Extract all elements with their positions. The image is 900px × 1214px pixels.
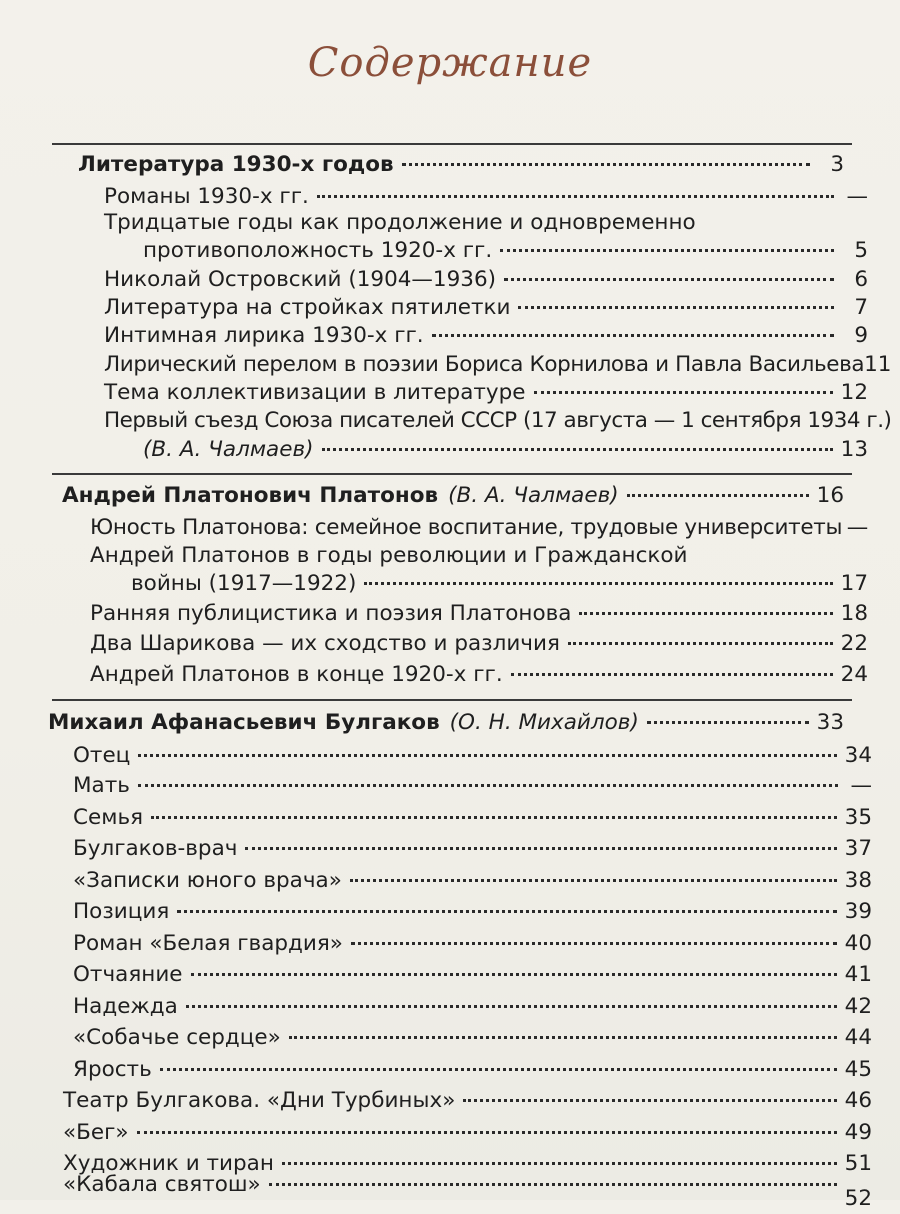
- section-divider: [52, 699, 852, 701]
- toc-entry: Литература на стройках пятилетки 7: [104, 295, 868, 320]
- toc-entry: Лирический перелом в поэзии Бориса Корнилова и Павла Васильева 11: [104, 352, 892, 377]
- toc-entry: Интимная лирика 1930-х гг. 9: [104, 323, 868, 348]
- toc-entry: Позиция 39: [73, 899, 872, 924]
- toc-entry: (В. А. Чалмаев) 13: [143, 437, 868, 462]
- toc-entry: «Кабала святош» 52: [63, 1172, 872, 1211]
- toc-entry: «Бег» 49: [63, 1120, 872, 1145]
- toc-entry: Ранняя публицистика и поэзия Платонова 18: [90, 601, 868, 626]
- toc-entry: Отец 34: [73, 743, 872, 768]
- toc-entry-line1: Первый съезд Союза писателей СССР (17 августа — 1 сентября 1934 г.): [104, 408, 892, 433]
- dot-leader: [160, 1067, 837, 1071]
- dot-leader: [289, 1035, 837, 1039]
- dot-leader: [568, 641, 833, 645]
- dot-leader: [518, 305, 834, 309]
- dot-leader: [504, 277, 834, 281]
- dot-leader: [511, 672, 833, 676]
- toc-entry: Два Шарикова — их сходство и различия 22: [90, 631, 868, 656]
- toc-entry: Надежда 42: [73, 994, 872, 1019]
- toc-entry: Семья 35: [73, 805, 872, 830]
- dot-leader: [350, 878, 837, 882]
- toc-entry-line1: Андрей Платонов в годы революции и Гражданской: [90, 543, 688, 568]
- dot-leader: [463, 1098, 836, 1102]
- toc-entry: Романы 1930-х гг. —: [104, 184, 868, 209]
- toc-entry: «Собачье сердце» 44: [73, 1025, 872, 1050]
- toc-entry: Театр Булгакова. «Дни Турбиных» 46: [63, 1088, 872, 1113]
- dot-leader: [151, 815, 837, 819]
- dot-leader: [245, 846, 836, 850]
- page-title: Содержание: [307, 40, 593, 86]
- toc-entry: Ярость 45: [73, 1057, 872, 1082]
- toc-entry: Тема коллективизации в литературе 12: [104, 380, 868, 405]
- toc-entry-line1: Тридцатые годы как продолжение и одновременно: [104, 210, 696, 235]
- toc-entry: Булгаков-врач 37: [73, 836, 872, 861]
- dot-leader: [534, 390, 833, 394]
- toc-entry: Юность Платонова: семейное воспитание, трудовые университеты —: [90, 515, 869, 540]
- section-heading: Литература 1930-х годов 3: [78, 152, 844, 177]
- dot-leader: [282, 1161, 837, 1165]
- dot-leader: [177, 909, 836, 913]
- dot-leader: [500, 248, 834, 252]
- dot-leader: [351, 941, 837, 945]
- dot-leader: [579, 611, 832, 615]
- dot-leader: [138, 783, 838, 787]
- dot-leader: [322, 447, 833, 451]
- dot-leader: [432, 333, 834, 337]
- toc-entry: Отчаяние 41: [73, 962, 872, 987]
- section-heading: Михаил Афанасьевич Булгаков (О. Н. Михайлов) 33: [48, 710, 844, 735]
- toc-entry: Художник и тиран 51: [63, 1151, 872, 1176]
- toc-entry: войны (1917—1922) 17: [131, 571, 868, 596]
- dot-leader: [269, 1182, 837, 1186]
- dot-leader: [317, 194, 834, 198]
- dot-leader: [647, 720, 809, 724]
- dot-leader: [402, 162, 810, 166]
- toc-entry: «Записки юного врача» 38: [73, 868, 872, 893]
- toc-entry: Роман «Белая гвардия» 40: [73, 931, 872, 956]
- dot-leader: [186, 1004, 837, 1008]
- toc-entry: Николай Островский (1904—1936) 6: [104, 267, 868, 292]
- dot-leader: [137, 1130, 837, 1134]
- section-divider: [52, 143, 852, 145]
- toc-entry: Мать —: [73, 773, 872, 798]
- section-heading: Андрей Платонович Платонов (В. А. Чалмаев) 16: [62, 483, 844, 508]
- dot-leader: [191, 972, 837, 976]
- dot-leader: [627, 493, 809, 497]
- toc-entry: противоположность 1920-х гг. 5: [143, 238, 868, 263]
- dot-leader: [364, 581, 832, 585]
- section-divider: [52, 473, 852, 475]
- toc-entry: Андрей Платонов в конце 1920-х гг. 24: [90, 662, 868, 687]
- dot-leader: [138, 753, 836, 757]
